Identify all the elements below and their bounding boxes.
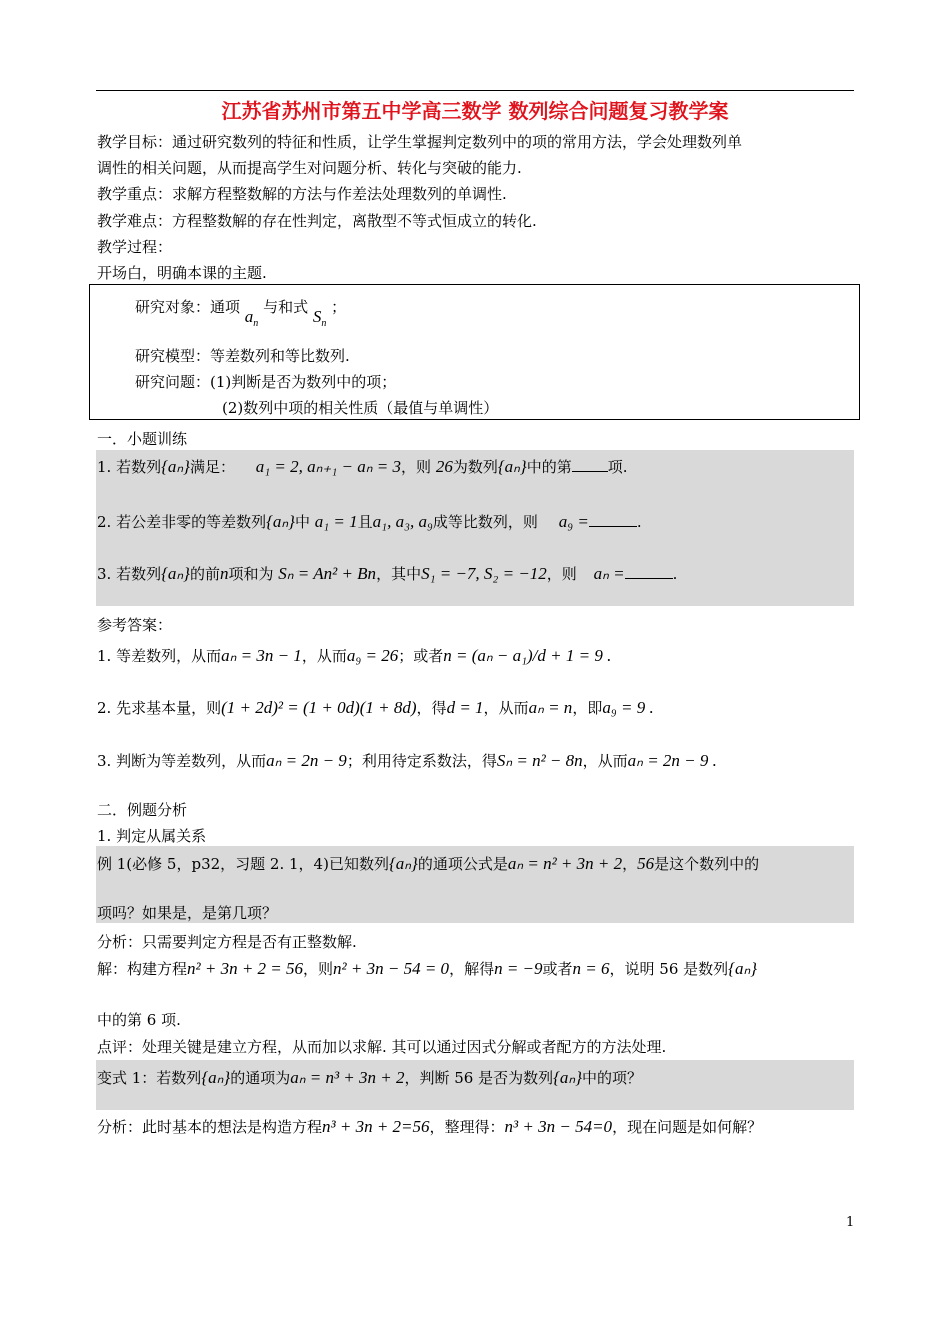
analysis-1: 分析：只需要判定方程是否有正整数解.: [97, 933, 357, 951]
comment: 点评：处理关键是建立方程，从而加以求解. 其可以通过因式分解或者配方的方法处理.: [97, 1038, 667, 1056]
difficulty: 教学难点：方程整数解的存在性判定，离散型不等式恒成立的转化.: [97, 212, 537, 230]
answer-1: 1. 等差数列，从而aₙ = 3n − 1，从而a₉ = 26；或者n = (aₙ − a₁)/d + 1 = 9 .: [97, 646, 612, 665]
research-problem-1: 研究问题：(1)判断是否为数列中的项；: [135, 373, 397, 391]
exercise-3: 3. 若数列{aₙ}的前n项和为 Sₙ = An² + Bn，其中S₁ = −7, S₂ = −12，则 aₙ = .: [97, 564, 678, 583]
process-heading: 教学过程：: [97, 238, 173, 256]
section-2-heading: 二．例题分析: [97, 801, 188, 819]
example-1-line-2: 项吗？如果是，是第几项？: [97, 904, 278, 922]
research-model: 研究模型：等差数列和等比数列.: [135, 347, 350, 365]
research-problem-2: (2)数列中项的相关性质（最值与单调性）: [222, 399, 499, 417]
example-1-line-1: 例 1(必修 5，p32，习题 2. 1，4)已知数列{aₙ}的通项公式是aₙ = n² + 3n + 2，56是这个数列中的: [97, 854, 760, 873]
analysis-2: 分析：此时基本的想法是构造方程n³ + 3n + 2=56，整理得：n³ + 3n − 54=0，现在问题是如何解？: [97, 1117, 763, 1136]
variant-1: 变式 1：若数列{aₙ}的通项为aₙ = n³ + 3n + 2，判断 56 是否为数列{aₙ}中的项？: [97, 1068, 643, 1087]
answer-2: 2. 先求基本量，则(1 + 2d)² = (1 + 0d)(1 + 8d)，得d = 1，从而aₙ = n，即a₉ = 9 .: [97, 698, 654, 717]
answers-heading: 参考答案：: [97, 616, 173, 634]
answer-3: 3. 判断为等差数列，从而aₙ = 2n − 9；利用待定系数法，得Sₙ = n² − 8n，从而aₙ = 2n − 9 .: [97, 751, 717, 770]
page-number: 1: [846, 1215, 855, 1230]
solution-line-2: 中的第 6 项.: [97, 1011, 181, 1029]
header-rule: [96, 90, 854, 91]
opening: 开场白，明确本课的主题.: [97, 264, 267, 282]
solution-line-1: 解：构建方程n² + 3n + 2 = 56，则n² + 3n − 54 = 0，解得n = −9或者n = 6，说明 56 是数列{aₙ}: [97, 959, 758, 978]
exercise-1: 1. 若数列{aₙ}满足： a₁ = 2, aₙ₊₁ − aₙ = 3，则 26为数列{aₙ}中的第 项.: [97, 457, 628, 476]
goal-line-2: 调性的相关问题，从而提高学生对问题分析、转化与突破的能力.: [97, 159, 522, 177]
subsection-1-heading: 1. 判定从属关系: [97, 827, 207, 845]
key-point: 教学重点：求解方程整数解的方法与作差法处理数列的单调性.: [97, 185, 507, 203]
research-object: 研究对象：通项 $a_n$ 与和式 $S_n$ ；: [135, 298, 347, 329]
document-title: 江苏省苏州市第五中学高三数学 数列综合问题复习教学案: [221, 99, 729, 123]
goal-line-1: 教学目标：通过研究数列的特征和性质，让学生掌握判定数列中的项的常用方法，学会处理数列单: [97, 133, 743, 151]
exercise-2: 2. 若公差非零的等差数列{aₙ}中 a₁ = 1且a₁, a₃, a₉成等比数列，则 a₉ = .: [97, 512, 642, 531]
section-1-heading: 一．小题训练: [97, 430, 188, 448]
